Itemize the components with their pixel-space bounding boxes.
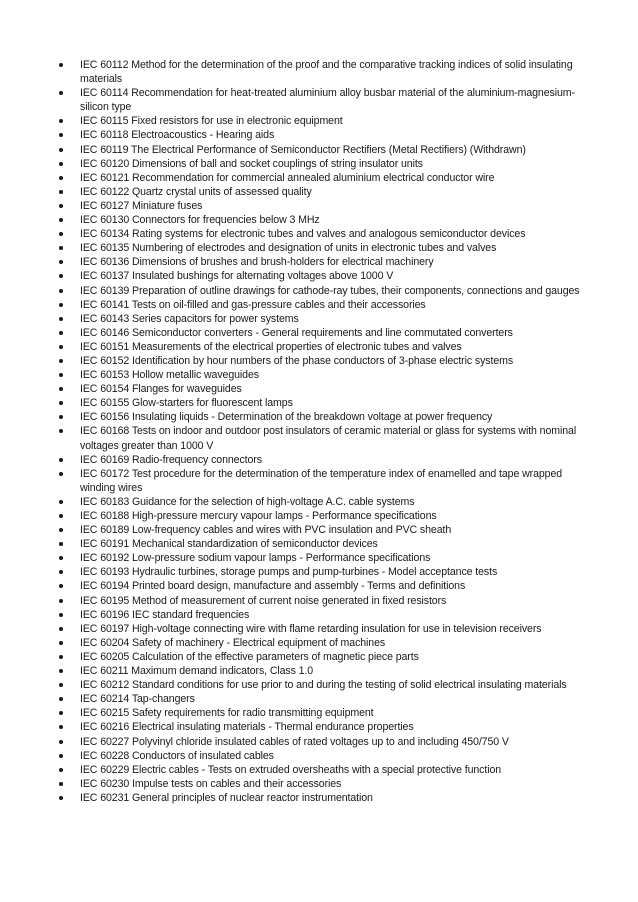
list-item — [0, 213, 638, 227]
bullet-icon — [59, 63, 63, 67]
list-item — [0, 453, 638, 467]
bullet-icon — [59, 570, 63, 574]
list-item-text: IEC 60151 Measurements of the electrical properties of electronic tubes and valves — [80, 340, 462, 353]
bullet-icon — [59, 627, 63, 631]
list-item — [0, 791, 638, 805]
bullet-icon — [59, 584, 63, 588]
bullet-icon — [59, 190, 63, 194]
bullet-icon — [59, 458, 63, 462]
list-item — [0, 537, 638, 551]
bullet-icon — [59, 796, 63, 800]
list-item-text: IEC 60196 IEC standard frequencies — [80, 608, 250, 621]
bullet-icon — [59, 697, 63, 701]
list-item — [0, 749, 638, 763]
list-item-text: IEC 60212 Standard conditions for use prior to and during the testing of solid electrical insulating materials — [80, 679, 567, 692]
list-item-text: IEC 60115 Fixed resistors for use in electronic equipment — [80, 115, 343, 128]
list-item — [0, 199, 638, 213]
bullet-icon — [59, 500, 63, 504]
bullet-icon — [59, 119, 63, 123]
list-item-text: IEC 60135 Numbering of electrodes and designation of units in electronic tubes and valves — [80, 242, 497, 255]
bullet-icon — [59, 683, 63, 687]
list-item — [0, 678, 638, 692]
bullet-icon — [59, 289, 63, 293]
bullet-icon — [59, 345, 63, 349]
list-item — [0, 692, 638, 706]
bullet-icon — [59, 599, 63, 603]
list-item — [0, 157, 638, 171]
list-item — [0, 368, 638, 382]
list-item — [0, 86, 638, 114]
bullet-icon — [59, 669, 63, 673]
list-item — [0, 171, 638, 185]
list-item-text: IEC 60195 Method of measurement of current noise generated in fixed resistors — [80, 594, 447, 607]
list-item — [0, 269, 638, 283]
bullet-icon — [59, 740, 63, 744]
bullet-icon — [59, 303, 63, 307]
list-item — [0, 298, 638, 312]
bullet-icon — [59, 782, 63, 786]
list-item — [0, 495, 638, 509]
list-item-text: IEC 60204 Safety of machinery - Electrical equipment of machines — [80, 636, 386, 649]
bullet-icon — [59, 91, 63, 95]
list-item-text: IEC 60183 Guidance for the selection of high-voltage A.C. cable systems — [80, 495, 415, 508]
list-item-text: IEC 60191 Mechanical standardization of semiconductor devices — [80, 538, 378, 551]
list-item-text: IEC 60114 Recommendation for heat-treated aluminium alloy busbar material of the aluminium-magnesium-silicon type — [80, 87, 575, 114]
bullet-icon — [59, 472, 63, 476]
bullet-icon — [59, 725, 63, 729]
bullet-icon — [59, 232, 63, 236]
list-item-text: IEC 60168 Tests on indoor and outdoor post insulators of ceramic material or glass for systems with nominal voltages greater than 1000 V — [80, 425, 577, 452]
list-item — [0, 143, 638, 157]
list-item-text: IEC 60216 Electrical insulating materials - Thermal endurance properties — [80, 721, 414, 734]
list-item-text: IEC 60122 Quartz crystal units of assessed quality — [80, 185, 312, 198]
list-item-text: IEC 60156 Insulating liquids - Determination of the breakdown voltage at power frequency — [80, 411, 493, 424]
bullet-icon — [59, 655, 63, 659]
standards-list — [0, 58, 638, 805]
list-item-text: IEC 60130 Connectors for frequencies below 3 MHz — [80, 214, 320, 227]
list-item-text: IEC 60205 Calculation of the effective parameters of magnetic piece parts — [80, 650, 419, 663]
list-item — [0, 579, 638, 593]
bullet-icon — [59, 429, 63, 433]
list-item-text: IEC 60118 Electroacoustics - Hearing aids — [80, 129, 275, 142]
list-item-text: IEC 60231 General principles of nuclear reactor instrumentation — [80, 791, 373, 804]
list-item-text: IEC 60121 Recommendation for commercial annealed aluminium electrical conductor wire — [80, 171, 495, 184]
bullet-icon — [59, 401, 63, 405]
list-item-text: IEC 60154 Flanges for waveguides — [80, 383, 242, 396]
list-item — [0, 340, 638, 354]
list-item — [0, 735, 638, 749]
list-item — [0, 241, 638, 255]
list-item-text: IEC 60214 Tap-changers — [80, 693, 195, 706]
list-item — [0, 382, 638, 396]
bullet-icon — [59, 387, 63, 391]
list-item-text: IEC 60134 Rating systems for electronic tubes and valves and analogous semiconductor devices — [80, 228, 526, 241]
list-item — [0, 650, 638, 664]
list-item-text: IEC 60141 Tests on oil-filled and gas-pressure cables and their accessories — [80, 298, 426, 311]
list-item — [0, 185, 638, 199]
bullet-icon — [59, 514, 63, 518]
list-item — [0, 255, 638, 269]
list-item — [0, 424, 638, 452]
bullet-icon — [59, 162, 63, 166]
list-item-text: IEC 60120 Dimensions of ball and socket couplings of string insulator units — [80, 157, 423, 170]
list-item — [0, 664, 638, 678]
list-item-text: IEC 60193 Hydraulic turbines, storage pumps and pump-turbines - Model acceptance tests — [80, 566, 498, 579]
list-item — [0, 777, 638, 791]
list-item — [0, 410, 638, 424]
list-item-text: IEC 60227 Polyvinyl chloride insulated cables of rated voltages up to and including 450/750 V — [80, 735, 509, 748]
bullet-icon — [59, 148, 63, 152]
list-item-text: IEC 60119 The Electrical Performance of Semiconductor Rectifiers (Metal Rectifiers) (Withdrawn) — [80, 143, 526, 156]
list-item-text: IEC 60139 Preparation of outline drawings for cathode-ray tubes, their components, connections and gauges — [80, 284, 580, 297]
list-item-text: IEC 60189 Low-frequency cables and wires with PVC insulation and PVC sheath — [80, 524, 452, 537]
document-page — [0, 58, 638, 805]
list-item-text: IEC 60112 Method for the determination of the proof and the comparative tracking indices of solid insulating materials — [80, 59, 573, 86]
list-item-text: IEC 60211 Maximum demand indicators, Class 1.0 — [80, 665, 314, 678]
bullet-icon — [59, 613, 63, 617]
bullet-icon — [59, 331, 63, 335]
bullet-icon — [59, 204, 63, 208]
list-item-text: IEC 60153 Hollow metallic waveguides — [80, 369, 259, 382]
list-item-text: IEC 60155 Glow-starters for fluorescent lamps — [80, 397, 293, 410]
bullet-icon — [59, 711, 63, 715]
bullet-icon — [59, 359, 63, 363]
list-item — [0, 565, 638, 579]
list-item — [0, 622, 638, 636]
list-item — [0, 114, 638, 128]
list-item-text: IEC 60136 Dimensions of brushes and brush-holders for electrical machinery — [80, 256, 434, 269]
list-item-text: IEC 60192 Low-pressure sodium vapour lamps - Performance specifications — [80, 552, 431, 565]
list-item-text: IEC 60146 Semiconductor converters - General requirements and line commutated converters — [80, 326, 513, 339]
list-item — [0, 312, 638, 326]
list-item-text: IEC 60143 Series capacitors for power systems — [80, 312, 299, 325]
bullet-icon — [59, 274, 63, 278]
list-item — [0, 509, 638, 523]
list-item — [0, 227, 638, 241]
list-item-text: IEC 60230 Impulse tests on cables and their accessories — [80, 777, 342, 790]
bullet-icon — [59, 317, 63, 321]
bullet-icon — [59, 542, 63, 546]
list-item — [0, 467, 638, 495]
list-item — [0, 594, 638, 608]
bullet-icon — [59, 556, 63, 560]
bullet-icon — [59, 754, 63, 758]
list-item — [0, 58, 638, 86]
list-item — [0, 354, 638, 368]
list-item-text: IEC 60172 Test procedure for the determination of the temperature index of enamelled and tape wrapped winding wires — [80, 467, 563, 494]
list-item — [0, 523, 638, 537]
bullet-icon — [59, 260, 63, 264]
list-item-text: IEC 60215 Safety requirements for radio transmitting equipment — [80, 707, 374, 720]
bullet-icon — [59, 218, 63, 222]
list-item — [0, 720, 638, 734]
list-item — [0, 396, 638, 410]
bullet-icon — [59, 246, 63, 250]
list-item — [0, 706, 638, 720]
list-item — [0, 128, 638, 142]
list-item-text: IEC 60228 Conductors of insulated cables — [80, 749, 274, 762]
list-item-text: IEC 60188 High-pressure mercury vapour lamps - Performance specifications — [80, 510, 437, 522]
list-item-text: IEC 60127 Miniature fuses — [80, 199, 203, 212]
list-item — [0, 763, 638, 777]
bullet-icon — [59, 415, 63, 419]
list-item-text: IEC 60229 Electric cables - Tests on extruded oversheaths with a special protective function — [80, 763, 502, 776]
bullet-icon — [59, 176, 63, 180]
list-item — [0, 636, 638, 650]
bullet-icon — [59, 373, 63, 377]
bullet-icon — [59, 768, 63, 772]
list-item — [0, 284, 638, 298]
list-item-text: IEC 60152 Identification by hour numbers of the phase conductors of 3-phase electric systems — [80, 354, 514, 367]
list-item-text: IEC 60169 Radio-frequency connectors — [80, 453, 262, 466]
bullet-icon — [59, 528, 63, 532]
bullet-icon — [59, 641, 63, 645]
list-item-text: IEC 60194 Printed board design, manufacture and assembly - Terms and definitions — [80, 580, 466, 593]
bullet-icon — [59, 133, 63, 137]
list-item-text: IEC 60137 Insulated bushings for alternating voltages above 1000 V — [80, 270, 394, 283]
list-item — [0, 326, 638, 340]
list-item — [0, 551, 638, 565]
list-item — [0, 608, 638, 622]
list-item-text: IEC 60197 High-voltage connecting wire with flame retarding insulation for use in television receivers — [80, 622, 542, 635]
